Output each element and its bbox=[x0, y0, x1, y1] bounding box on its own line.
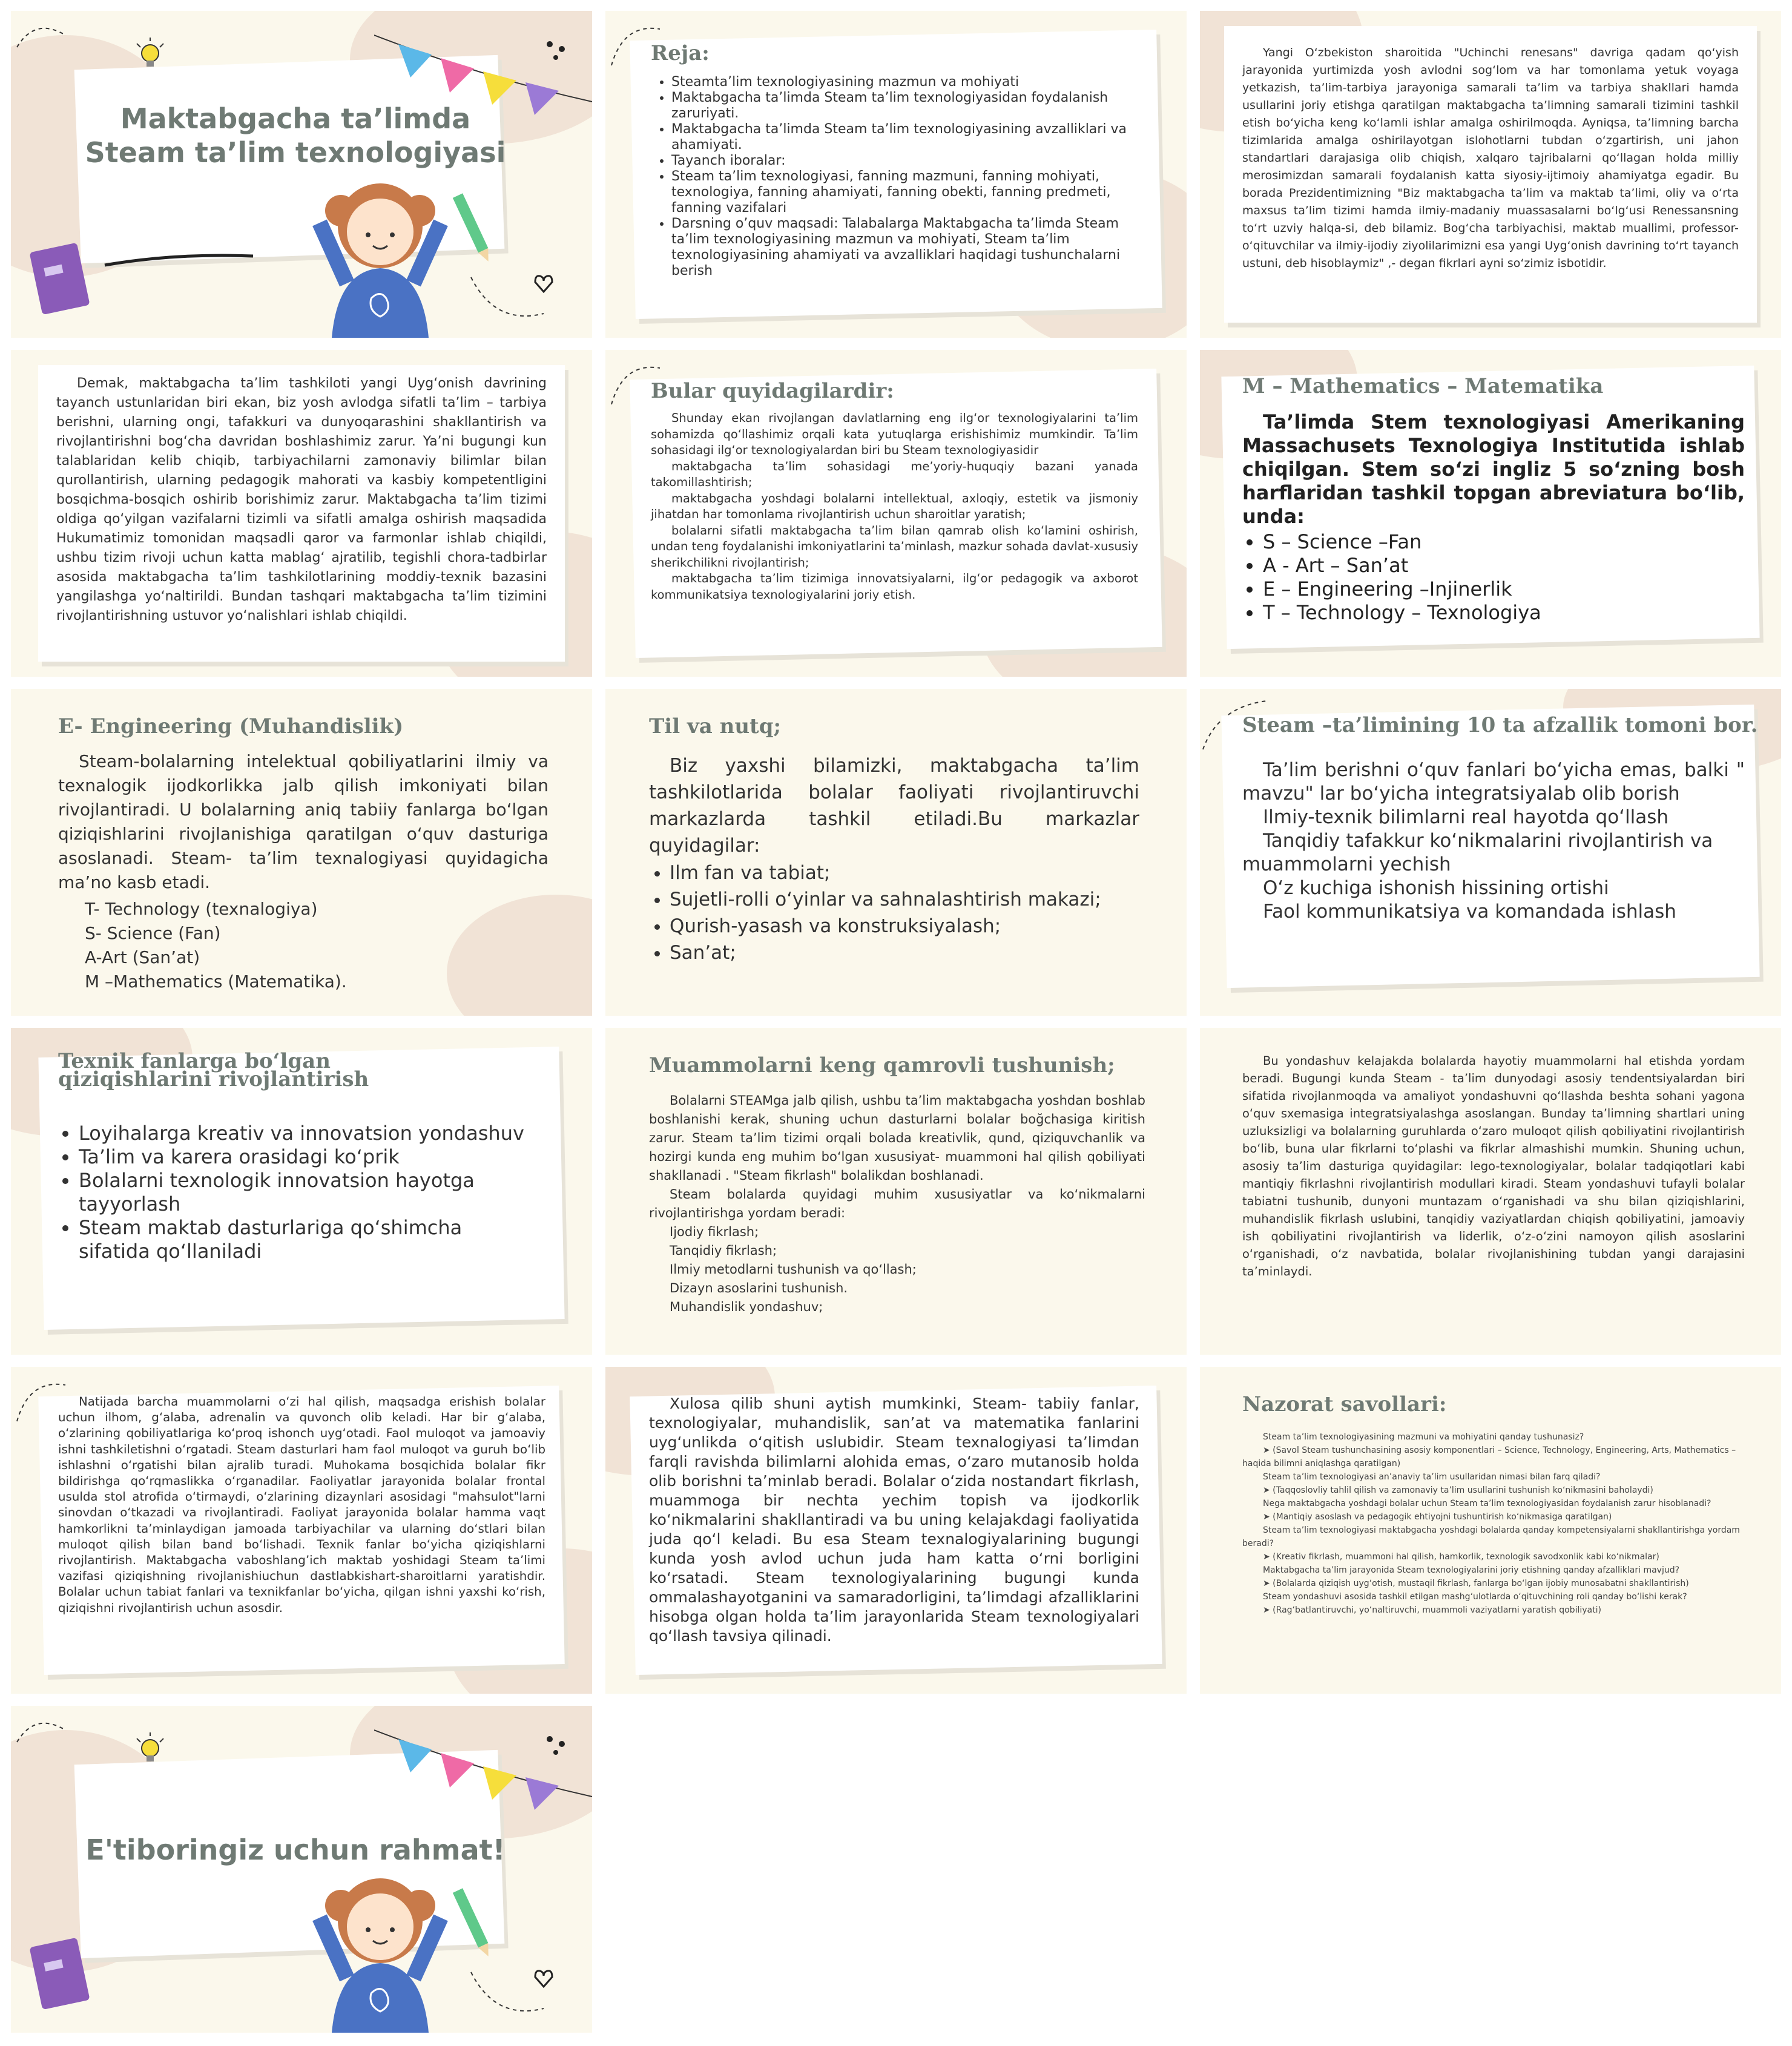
body-paragraph: maktabgacha ta’lim tizimiga innovatsiyalarni, ilg‘or pedagogik va axborot kommunikatsiya texnologiyalarini joriy etish. bbox=[651, 571, 1138, 602]
book-icon bbox=[29, 1936, 96, 2015]
list-item: • S – Science –Fan bbox=[1263, 530, 1765, 554]
slide-title-text: Muammolarni keng qamrovli tushunish; bbox=[649, 1053, 1115, 1077]
answer-hint: ➤ (Rag‘batlantiruvchi, yo‘naltiruvchi, muammoli vaziyatlarni yaratish qobiliyati) bbox=[1263, 1605, 1601, 1615]
slide-demak bbox=[11, 350, 592, 677]
list-item: • Maktabgacha ta’limda Steam ta’lim texnologiyasining avzalliklari va ahamiyati. bbox=[671, 122, 1156, 153]
question: Steam ta’lim texnologiyasi maktabgacha yoshdagi bolalarda qanday kompetensiyalarni shakllantirishga yordam beradi? bbox=[1242, 1525, 1740, 1548]
slide-afzallik bbox=[1200, 689, 1781, 1016]
girl-illustration bbox=[295, 168, 465, 338]
list-item: • Steam maktab dasturlariga qo‘shimcha sifatida qo‘llaniladi bbox=[79, 1216, 539, 1263]
question: Maktabgacha ta’lim jarayonida Steam texnologiyalarini joriy etishning qanday afzalliklari mavjud? bbox=[1263, 1565, 1680, 1575]
question: Steam ta’lim texnologiyasi an’anaviy ta’lim usullaridan nimasi bilan farq qiladi? bbox=[1263, 1472, 1601, 1482]
slide-title-text: M – Mathematics – Matematika bbox=[1242, 374, 1604, 398]
cover-title-line-1: Maktabgacha ta’limda bbox=[120, 102, 471, 135]
dots-doodle bbox=[544, 1733, 574, 1757]
centers-list bbox=[649, 860, 1160, 966]
answer-hint: ➤ (Savol Steam tushunchasining asosiy komponentlari – Science, Technology, Engineering, Arts, Mathematics – haqida bilimni aniqlashga qaratilgan) bbox=[1242, 1446, 1736, 1469]
list-item: O‘z kuchiga ishonish hissining ortishi bbox=[1263, 877, 1609, 899]
list-item: • E – Engineering –Injinerlik bbox=[1263, 577, 1765, 601]
list-item: • Ta’lim va karera orasidagi ko‘prik bbox=[79, 1145, 539, 1169]
body-block bbox=[651, 410, 1138, 603]
questions-block bbox=[1242, 1430, 1745, 1617]
bulb-icon bbox=[132, 35, 168, 77]
slide-natijada bbox=[11, 1367, 592, 1694]
slide-title-text: Nazorat savollari: bbox=[1242, 1392, 1447, 1416]
list-item: • Steamta’lim texnologiyasining mazmun va mohiyati bbox=[671, 74, 1156, 90]
bulb-icon bbox=[132, 1730, 168, 1772]
skills-lines bbox=[649, 1223, 1145, 1317]
list-item: T- Technology (texnalogiya) bbox=[85, 899, 318, 919]
body-paragraph: Demak, maktabgacha ta’lim tashkiloti yangi Uyg‘onish davrining tayanch ustunlaridan biri ekan, biz yosh avlodga sifatli ta’lim – tarbiya berishni, ularning ongi, tafakkuri va dunyoqarashini shakllantirish va rivojlantirishni bog‘cha davridan boshlashimiz zarur. Ya’ni bugungi kun talablaridan kelib chiqib, tarbiyachilarni zamonaviy bilimlar bilan qurollantirish, ularning pedagogik mahorati va kasbiy kompetentligini bosqichma-bosqich oshirib borishimiz zarur. Maktabgacha ta’lim tizimi oldiga qo‘yilgan vazifalarni tizimli va sifatli amalga oshirish maqsadida Hukumatimiz tomonidan maqsadli qaror va farmonlar ishlab chiqildi, ushbu tizim rivoji uchun katta mablag‘ ajratilib, tegishli chora-tadbirlar asosida maktabgacha ta’lim tashkilotlarining moddiy-texnik bazasini yangilashga yo‘naltirildi. Bundan tashqari maktabgacha ta’lim tizimini rivojlantirishning ustuvor yo‘nalishlari ishlab chiqildi. bbox=[56, 376, 547, 623]
list-item: A-Art (San’at) bbox=[85, 947, 200, 967]
slide-title-text: E- Engineering (Muhandislik) bbox=[58, 714, 404, 738]
list-item: Ijodiy fikrlash; bbox=[670, 1225, 759, 1239]
list-item: • Sujetli-rolli o‘yinlar va sahnalashtirish makazi; bbox=[670, 886, 1160, 913]
slide-til-va-nutq bbox=[605, 689, 1187, 1016]
body-paragraph: Natijada barcha muammolarni o‘zi hal qilish, maqsadga erishish bolalar uchun ilhom, g‘alaba, adrenalin va quvonch olib keladi. Har bir g‘alaba, o‘zlarining qobiliyatlariga ko‘proq ishonch uyg‘otadi. Faol muloqot va jamoaviy ishni tashkiletishni o‘rgatadi. Steam dasturlari ham faol muloqot va guruh bo‘lib ishlashni o‘rgatishi bilan ajralib turadi. Muhokama bosqichida bolalar fikr bildirishga qo‘rqmaslikka o‘rganadilar. Faoliyatlar jarayonida bolalar frontal usulda stol atrofida o‘tirmaydi, o‘zlarining dizaynlari asosidagi "mahsulot"larni sinovdan o‘tkazadi va rivojlantiradi. Faoliyat jarayonida bolalar hamma vaqt hamkorlikni ta’minlaydigan jamoada tarbiyachilar va ularning do‘stlari bilan muloqot qilish bilan band bo‘lishadi. Texnik fanlar bo‘yicha qiziqishlarni rivojlantirish. Maktabgacha vaboshlang’ich maktab yoshidagi Steam ta’limi vazifasi qiziqishning rivojlanishiuchun dastlabkishart-sharoitlarni yaratishdir. Bolalar uchun tabiat fanlari va texnikfanlar bo‘yicha, qilgan ishni yaxshi ko‘rish, qiziqishni rivojlantirish uchun asosdir. bbox=[58, 1395, 545, 1615]
reja-list bbox=[651, 74, 1156, 279]
slide-texnik-fanlar bbox=[11, 1028, 592, 1355]
interests-list bbox=[58, 1122, 539, 1263]
answer-hint: ➤ (Taqqoslovliy tahlil qilish va zamonaviy ta’lim usullarini tushunish ko‘nikmasini baholaydi) bbox=[1263, 1485, 1653, 1495]
slide-title bbox=[11, 11, 592, 338]
slide-muammolar bbox=[605, 1028, 1187, 1355]
slide-title-text: Til va nutq; bbox=[649, 714, 782, 738]
slide-xulosa bbox=[605, 1367, 1187, 1694]
slide-reja bbox=[605, 11, 1187, 338]
question: Nega maktabgacha yoshdagi bolalar uchun Steam ta’lim texnologiyasidan foydalanish zarur hisoblanadi? bbox=[1263, 1499, 1711, 1508]
advantages-list bbox=[1242, 758, 1745, 924]
list-item: Faol kommunikatsiya va komandada ishlash bbox=[1263, 901, 1676, 923]
body-paragraph: Yangi O‘zbekiston sharoitida "Uchinchi renesans" davriga qadam qo‘yish jarayonida yurtimizda yosh avlodni sog‘lom va har tomonlama yetuk voyaga yetkazish, ta’lim-tarbiya jarayoniga samarali ta’lim va tarbiya shakllari hamda usullarini joriy etishga qaratilgan maktabgacha ta’limning samarali tizimini tashkil etish bo‘yicha keng ko‘lamli ishlar amalga oshirilmoqda. Ayniqsa, ta’limning barcha tizimlarida amalga oshirilayotgan islohotlarni tubdan o‘zgartirish, uni jahon standartlari darajasiga olib chiqish, xalqaro tajribalarni qo‘llagan holda milliy merosimizdan samarali foydalanish katta siyosiy-ijtimoiy ahamiyatga egadir. Bu borada Prezidentimizning "Biz maktabgacha ta’lim va maktab ta’limi, oliy va o‘rta maxsus ta’lim tizimi hamda ilmiy-madaniy muassasalarni bo‘lg‘usi Renessansning to‘rt uzviy halqa-si, deb bilamiz. Bog‘cha tarbiyachisi, maktab muallimi, professor-o‘qituvchilar va ilmiy-ijodiy ziyolilarimizni esa yangi Uyg‘onish davrining to‘rt tayanch ustuni, deb hisoblaymiz" ,- degan fikrlari ayni so‘zimiz isbotidir. bbox=[1242, 46, 1739, 270]
heart-doodle-icon bbox=[532, 1966, 556, 1990]
lead-paragraph: Ta’limda Stem texnologiyasi Amerikaning Massachusets Texnologiya Institutida ishlab chiqilgan. Stem so‘zi ingliz 5 so‘zning bosh harflaridan tashkil topgan abreviatura bo‘lib, unda: bbox=[1242, 410, 1745, 528]
heart-doodle-icon bbox=[532, 271, 556, 295]
thanks-title: E'tiboringiz uchun rahmat! bbox=[85, 1834, 506, 1866]
dots-doodle bbox=[544, 38, 574, 62]
slide-bular bbox=[605, 350, 1187, 677]
slide-nazorat bbox=[1200, 1367, 1781, 1694]
slide-title-text: Texnik fanlarga bo‘lgan qiziqishlarini rivojlantirish bbox=[58, 1049, 369, 1091]
list-item: • Darsning o’quv maqsadi: Talabalarga Maktabgacha ta’limda Steam ta’lim texnologiyasining mazmun va mohiyati, Steam ta’lim texnologiyasining ahamiyati va avzalliklari haqidagi tushunchalarni berish bbox=[671, 216, 1156, 279]
stem-lines bbox=[85, 897, 545, 994]
book-icon bbox=[29, 241, 96, 320]
body-paragraph: maktabgacha yoshdagi bolalarni intellektual, axloqiy, estetik va jismoniy jihatdan har tomonlama rivojlantirish uchun sharoitlar yaratish; bbox=[651, 491, 1138, 521]
list-item: Tanqidiy fikrlash; bbox=[670, 1243, 777, 1258]
answer-hint: ➤ (Mantiqiy asoslash va pedagogik ehtiyojni tushuntirish ko‘nikmasiga qaratilgan) bbox=[1263, 1512, 1612, 1522]
body-paragraph: bolalarni sifatli maktabgacha ta’lim bilan qamrab olish ko‘lamini oshirish, undan teng foydalanishi imkoniyatlarini ta’minlash, mazkur sohada davlat-xususiy sherikchilikni rivojlantirish; bbox=[651, 523, 1138, 570]
list-item: Dizayn asoslarini tushunish. bbox=[670, 1281, 848, 1295]
body-paragraph: Bolalarni STEAMga jalb qilish, ushbu ta’lim maktabgacha yoshdan boshlab boshlanishi kerak, shuning uchun dasturlarni bolalar boğchasiga kiritish zarur. Steam ta’lim tizimi orqali bolada kreativlik, qund, qiziquvchanlik va hozirgi kunda eng muhim bo‘lgan xususiyat- muammoni hal qilish qobiliyati shakllanadi . "Steam fikrlash" bolalikdan boshlanadi. bbox=[649, 1093, 1145, 1183]
slide-stem-abbrev bbox=[1200, 350, 1781, 677]
girl-illustration bbox=[295, 1863, 465, 2033]
list-item: Ilmiy metodlarni tushunish va qo‘llash; bbox=[670, 1262, 917, 1277]
question: Steam yondashuvi asosida tashkil etilgan mashg‘ulotlarda o‘qituvchining roli qanday bo‘lishi kerak? bbox=[1263, 1592, 1687, 1602]
list-item: Ta’lim berishni o‘quv fanlari bo‘yicha emas, balki " mavzu" lar bo‘yicha integratsiyalab olib borish bbox=[1242, 759, 1745, 804]
list-item: • Ilm fan va tabiat; bbox=[670, 860, 1160, 886]
slide-title-text: Steam –ta’limining 10 ta afzallik tomoni bor. bbox=[1242, 713, 1758, 737]
list-item: • T – Technology – Texnologiya bbox=[1263, 601, 1765, 625]
list-item: • San’at; bbox=[670, 939, 1160, 966]
body-paragraph: Shunday ekan rivojlangan davlatlarning eng ilg‘or texnologiyalarini ta’lim sohamizda qo‘llashimiz orqali kata yutuqlarga erishishimiz mumkindir. Ta’lim sohasidagi ilg‘or texnologiyalardan biri bu Steam texnologiyasidir bbox=[651, 411, 1138, 457]
body-paragraph: Bu yondashuv kelajakda bolalarda hayotiy muammolarni hal etishda yordam beradi. Bugungi kunda Steam - ta’lim dunyodagi asosiy tendentsiyalardan biri sifatida rivojlanmoqda va amaliyot yondashuvni qo‘llashda beshta sohani yagona o‘quv sxemasiga integratsiyalashga asoslangan. Bunday ta’limning shartlari uning uzluksizligi va bolalarning guruhlarda o‘zaro muloqot qilish qobiliyatini rivojlantirish bo‘lib, buna ular fikrlarni to‘plashi va fikrlar almashishi mumkin. Shuning uchun, asosiy ta’lim dasturiga quyidagilar: lego-texnologiyalar, bolalar tadqiqotlari kabi mantiqiy fikrlashni rivojlantirish modullari kiradi. Steam yondashuvi tufayli bolalar tabiatni tushunib, dunyoni muntazam o‘rganishadi va shu bilan qiziqishlarini, muhandislik fikrlash uslubini, tanqidiy vaziyatlardan chiqish qobiliyatini, jamoaviy ish qobiliyatini rivojlantirish va liderlik, o‘z-o‘zini namoyon qilish asoslarini o‘rganishadi, o‘z navbatida, bolalar rivojlanishining tubdan yangi darajasini ta’minlaydi. bbox=[1242, 1054, 1745, 1278]
slide-thanks bbox=[11, 1706, 592, 2033]
body-block bbox=[649, 1091, 1145, 1317]
list-item: Tanqidiy tafakkur ko‘nikmalarini rivojlantirish va muammolarni yechish bbox=[1242, 830, 1713, 875]
list-item: • Qurish-yasash va konstruksiyalash; bbox=[670, 913, 1160, 939]
body-paragraph: Biz yaxshi bilamizki, maktabgacha ta’lim tashkilotlarida bolalar faoliyati rivojlantiruvchi markazlarda tashkil etiladi.Bu markazlar quyidagilar: bbox=[649, 755, 1139, 857]
list-item: • Bolalarni texnologik innovatsion hayotga tayyorlash bbox=[79, 1169, 539, 1216]
bunting-flags bbox=[374, 1706, 592, 1827]
list-item: • Steam ta’lim texnologiyasi, fanning mazmuni, fanning mohiyati, texnologiya, fanning ahamiyati, fanning obekti, fanning predmeti, fanning vazifalari bbox=[671, 169, 1156, 216]
bunting-flags bbox=[374, 11, 592, 132]
list-item: M –Mathematics (Matematika). bbox=[85, 972, 347, 992]
list-item: • Maktabgacha ta’limda Steam ta’lim texnologiyasidan foydalanish zaruriyati. bbox=[671, 90, 1156, 122]
title-underline bbox=[102, 250, 259, 268]
list-item: • A - Art – San’at bbox=[1263, 554, 1765, 577]
stem-list bbox=[1242, 530, 1765, 625]
answer-hint: ➤ (Kreativ fikrlash, muammoni hal qilish, hamkorlik, texnologik savodxonlik kabi ko‘nikmalar) bbox=[1263, 1552, 1659, 1562]
slide-intro-text bbox=[1200, 11, 1781, 338]
slide-engineering bbox=[11, 689, 592, 1016]
slide-yondashuv bbox=[1200, 1028, 1781, 1355]
list-item: • Tayanch iboralar: bbox=[671, 153, 1156, 169]
answer-hint: ➤ (Bolalarda qiziqish uyg‘otish, mustaqil fikrlash, fanlarga bo‘lgan ijobiy munosabatni shakllantirish) bbox=[1263, 1579, 1689, 1588]
body-paragraph: maktabgacha ta’lim sohasidagi me’yoriy-huquqiy bazani yanada takomillashtirish; bbox=[651, 459, 1138, 489]
list-item: Muhandislik yondashuv; bbox=[670, 1300, 823, 1314]
question: Steam ta’lim texnologiyasining mazmuni va mohiyatini qanday tushunasiz? bbox=[1263, 1432, 1584, 1442]
cover-title-line-2: Steam ta’lim texnologiyasi bbox=[85, 136, 506, 169]
list-item: Ilmiy-texnik bilimlarni real hayotda qo‘llash bbox=[1263, 806, 1669, 828]
body-paragraph: Steam-bolalarning intelektual qobiliyatlarini ilmiy va texnalogik ijodkorlikka jalb qilish imkoniyati bilan rivojlantiradi. U bolalarning aniq tabiiy fanlarga bo‘lgan qiziqishlarini rivojlanishiga qaratilgan o‘quv dasturiga asoslanadi. Steam- ta’lim texnalogiyasi quyidagicha ma’no kasb etadi. bbox=[58, 751, 548, 892]
body-paragraph: Xulosa qilib shuni aytish mumkinki, Steam- tabiiy fanlar, texnologiyalar, muhandislik, san’at va matematika fanlarini uyg‘unlikda o‘qitish uslubidir. Steam texnalogiyasi ta’limdan farqli ravishda bilimlarni alohida emas, o‘zaro mutanosib holda olib borishni ta’minlab beradi. Bolalar o‘zida nostandart fikrlash, muammoga bir nechta yechim topish va ijodkorlik ko‘nikmalarini shakllantiradi va bu uning kelajakdagi faoliyatida juda qo‘l keladi. Bu esa Steam texnalogiyalarining bugungi kunda yosh avlod uchun juda ham katta o‘rni borligini ko‘rsatadi. Steam texnologiyalarining bugungi kunda ommalashayotganini va samaradorligini, ta’limdagi afzalliklarini hisobga olgan holda ta’lim jarayonlarida Steam texnologiyalari qo‘llash tavsiya qilinadi. bbox=[649, 1395, 1139, 1645]
list-item: • Loyihalarga kreativ va innovatsion yondashuv bbox=[79, 1122, 539, 1145]
slide-title-text: Reja: bbox=[651, 41, 710, 65]
body-paragraph: Steam bolalarda quyidagi muhim xususiyatlar va ko‘nikmalarni rivojlantirishga yordam beradi: bbox=[649, 1187, 1145, 1220]
list-item: S- Science (Fan) bbox=[85, 923, 221, 943]
slide-title-text: Bular quyidagilardir: bbox=[651, 379, 894, 403]
